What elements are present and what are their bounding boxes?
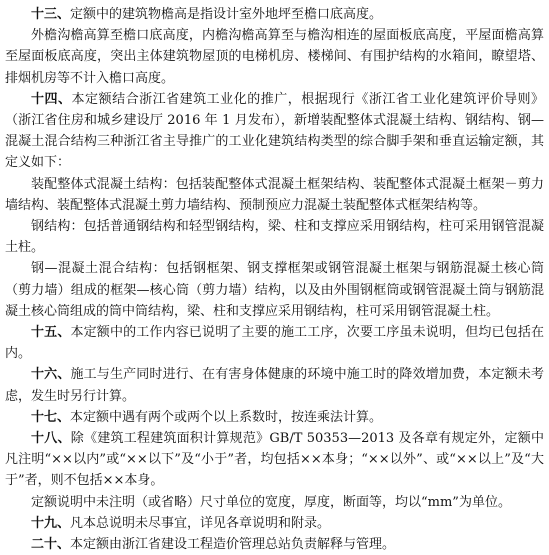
paragraph-text: 装配整体式混凝土结构：包括装配整体式混凝土框架结构、装配整体式混凝土框架－剪力墙结构、装配整体式混凝土剪力墙结构、预制预应力混凝土装配整体式框架结构等。 <box>5 176 544 213</box>
paragraph-text: 钢结构：包括普通钢结构和轻型钢结构，梁、柱和支撑应采用钢结构，柱可采用钢管混凝土柱。 <box>5 219 544 256</box>
section-number: 二十、 <box>31 537 71 553</box>
paragraph-16 <box>5 364 544 406</box>
paragraph-text: 除《建筑工程建筑面积计算规范》GB/T 50353—2013 及各章有规定外，定额中凡注明“××以内”或“××以下”及“小于”者，均包括××本身；“××以外”、或“××以上”及“大于”者，则不包括××本身。 <box>5 431 544 489</box>
paragraph-14-steel <box>5 216 544 258</box>
section-number: 十九、 <box>31 515 71 531</box>
paragraph-text: 本定额结合浙江省建筑工业化的推广，根据现行《浙江省工业化建筑评价导则》（浙江省住房和城乡建设厅 2016 年 1 月发布），新增装配整体式混凝土结构、钢结构、钢—混凝土混合结构三种浙江省主导推广的工业化建筑结构类型的综合脚手架和垂直运输定额，其定义如下： <box>5 91 544 171</box>
paragraph-text: 定额中的建筑物檐高是指设计室外地坪至檐口底高度。 <box>70 7 383 22</box>
paragraph-14 <box>5 89 544 174</box>
section-number: 十四、 <box>31 91 72 107</box>
paragraph-text: 本定额中遇有两个或两个以上系数时，按连乘法计算。 <box>70 409 383 425</box>
section-number: 十八、 <box>31 431 71 447</box>
paragraph-text: 外檐沟檐高算至檐口底高度，内檐沟檐高算至与檐沟相连的屋面板底高度，平屋面檐高算至屋面板底高度，突出主体建筑物屋顶的电梯机房、楼梯间、有围护结构的水箱间，瞭望塔、排烟机房等不计入檐口高度。 <box>5 28 544 86</box>
paragraph-text: 定额说明中未注明（或省略）尺寸单位的宽度，厚度，断面等，均以“mm”为单位。 <box>31 494 511 510</box>
paragraph-18-units <box>5 492 544 513</box>
section-number: 十三、 <box>31 7 71 22</box>
paragraph-text: 施工与生产同时进行、在有害身体健康的环境中施工时的降效增加费，本定额未考虑，发生时另行计算。 <box>5 367 544 404</box>
paragraph-13 <box>5 4 544 25</box>
section-number: 十七、 <box>31 409 71 425</box>
section-number: 十五、 <box>31 325 71 341</box>
paragraph-13-detail <box>5 25 544 89</box>
paragraph-19 <box>5 513 544 534</box>
paragraph-15 <box>5 322 544 364</box>
paragraph-text: 本定额由浙江省建设工程造价管理总站负责解释与管理。 <box>70 537 396 553</box>
paragraph-text: 本定额中的工作内容已说明了主要的施工工序，次要工序虽未说明，但均已包括在内。 <box>5 325 544 362</box>
paragraph-17 <box>5 407 544 428</box>
paragraph-18 <box>5 428 544 492</box>
paragraph-20 <box>5 534 544 555</box>
paragraph-text: 钢—混凝土混合结构：包括钢框架、钢支撑框架或钢管混凝土框架与钢筋混凝土核心筒（剪力墙）组成的框架—核心筒（剪力墙）结构，以及由外围钢框筒或钢管混凝土筒与钢筋混凝土核心筒组成的筒中筒结构，梁、柱和支撑应采用钢结构，柱可采用钢管混凝土柱。 <box>5 261 544 319</box>
paragraph-text: 凡本总说明未尽事宜，详见各章说明和附录。 <box>70 515 331 531</box>
paragraph-14-precast <box>5 174 544 216</box>
paragraph-14-composite <box>5 258 544 322</box>
section-number: 十六、 <box>31 367 71 383</box>
